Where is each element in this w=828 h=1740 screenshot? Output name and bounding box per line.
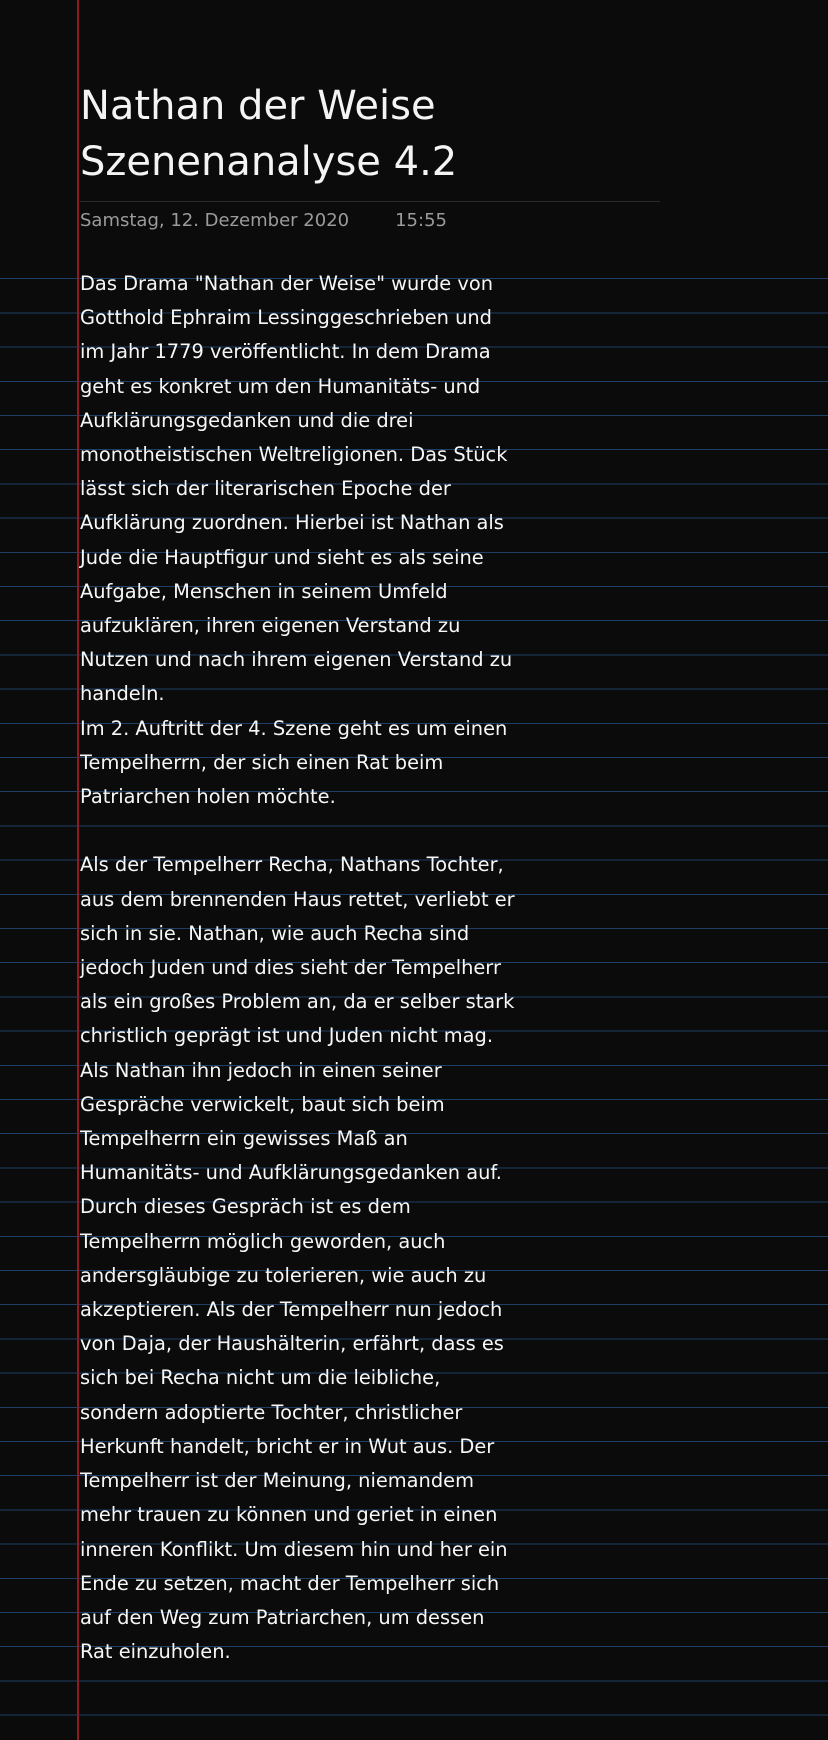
text-line: Tempelherrn möglich geworden, auch [80,1229,446,1253]
text-line: Tempelherrn ein gewisses Maß an [80,1127,408,1151]
note-body[interactable] [80,267,600,1669]
text-line: Patriarchen holen möchte. [80,785,336,809]
text-line: Tempelherr ist der Meinung, niemandem [80,1469,474,1493]
text-line: monotheistischen Weltreligionen. Das Stück [80,443,508,467]
text-line: Ende zu setzen, macht der Tempelherr sich [80,1571,500,1595]
text-line: christlich geprägt ist und Juden nicht mag. [80,1024,494,1048]
text-line: Rat einzuholen. [80,1640,231,1664]
paragraph-spacer [80,814,600,848]
text-line: Nutzen und nach ihrem eigenen Verstand zu [80,648,513,672]
page-title[interactable] [80,78,680,190]
text-line: handeln. [80,682,165,706]
note-timestamp [80,208,447,234]
paragraph-scene [80,712,600,815]
text-line: aus dem brennenden Haus rettet, verliebt er [80,887,515,911]
text-line: von Daja, der Haushälterin, erfährt, dass es [80,1332,504,1356]
text-line: Gotthold Ephraim Lessinggeschrieben und [80,306,492,330]
text-line: Als der Tempelherr Recha, Nathans Tochter, [80,853,504,877]
text-line: auf den Weg zum Patriarchen, um dessen [80,1605,485,1629]
text-line: inneren Konflikt. Um diesem hin und her ein [80,1537,508,1561]
text-line: Jude die Hauptfigur und sieht es als seine [80,545,484,569]
text-line: geht es konkret um den Humanitäts- und [80,374,481,398]
text-line: sich bei Recha nicht um die leibliche, [80,1366,441,1390]
text-line: jedoch Juden und dies sieht der Tempelherr [80,956,501,980]
text-line: Das Drama "Nathan der Weise" wurde von [80,272,493,295]
page-title-line-1: Nathan der Weise [80,83,436,129]
text-line: im Jahr 1779 veröffentlicht. In dem Drama [80,340,491,364]
paragraph-analysis [80,848,600,1669]
note-date: Samstag, 12. Dezember 2020 [80,210,350,231]
text-line: als ein großes Problem an, da er selber stark [80,990,515,1014]
text-line: Aufklärung zuordnen. Hierbei ist Nathan als [80,511,504,535]
text-line: sich in sie. Nathan, wie auch Recha sind [80,921,470,945]
title-divider [80,201,660,202]
text-line: Als Nathan ihn jedoch in einen seiner [80,1058,442,1082]
text-line: sondern adoptierte Tochter, christlicher [80,1400,463,1424]
text-line: Herkunft handelt, bricht er in Wut aus. Der [80,1434,495,1458]
text-line: akzeptieren. Als der Tempelherr nun jedoch [80,1298,503,1322]
text-line: Gespräche verwickelt, baut sich beim [80,1092,445,1116]
paragraph-intro [80,267,600,712]
note-time: 15:55 [395,210,447,231]
text-line: Durch dieses Gespräch ist es dem [80,1195,411,1219]
text-line: Im 2. Auftritt der 4. Szene geht es um einen [80,716,508,740]
text-line: Aufgabe, Menschen in seinem Umfeld [80,579,448,603]
text-line: mehr trauen zu können und geriet in einen [80,1503,498,1527]
text-line: andersgläubige zu tolerieren, wie auch zu [80,1263,487,1287]
text-line: Humanitäts- und Aufklärungsgedanken auf. [80,1161,502,1185]
text-line: Tempelherrn, der sich einen Rat beim [80,750,444,774]
text-line: lässt sich der literarischen Epoche der [80,477,451,501]
text-line: aufzuklären, ihren eigenen Verstand zu [80,614,461,638]
page-title-line-2: Szenenanalyse 4.2 [80,139,458,185]
text-line: Aufklärungsgedanken und die drei [80,408,414,432]
margin-line [77,0,79,1740]
